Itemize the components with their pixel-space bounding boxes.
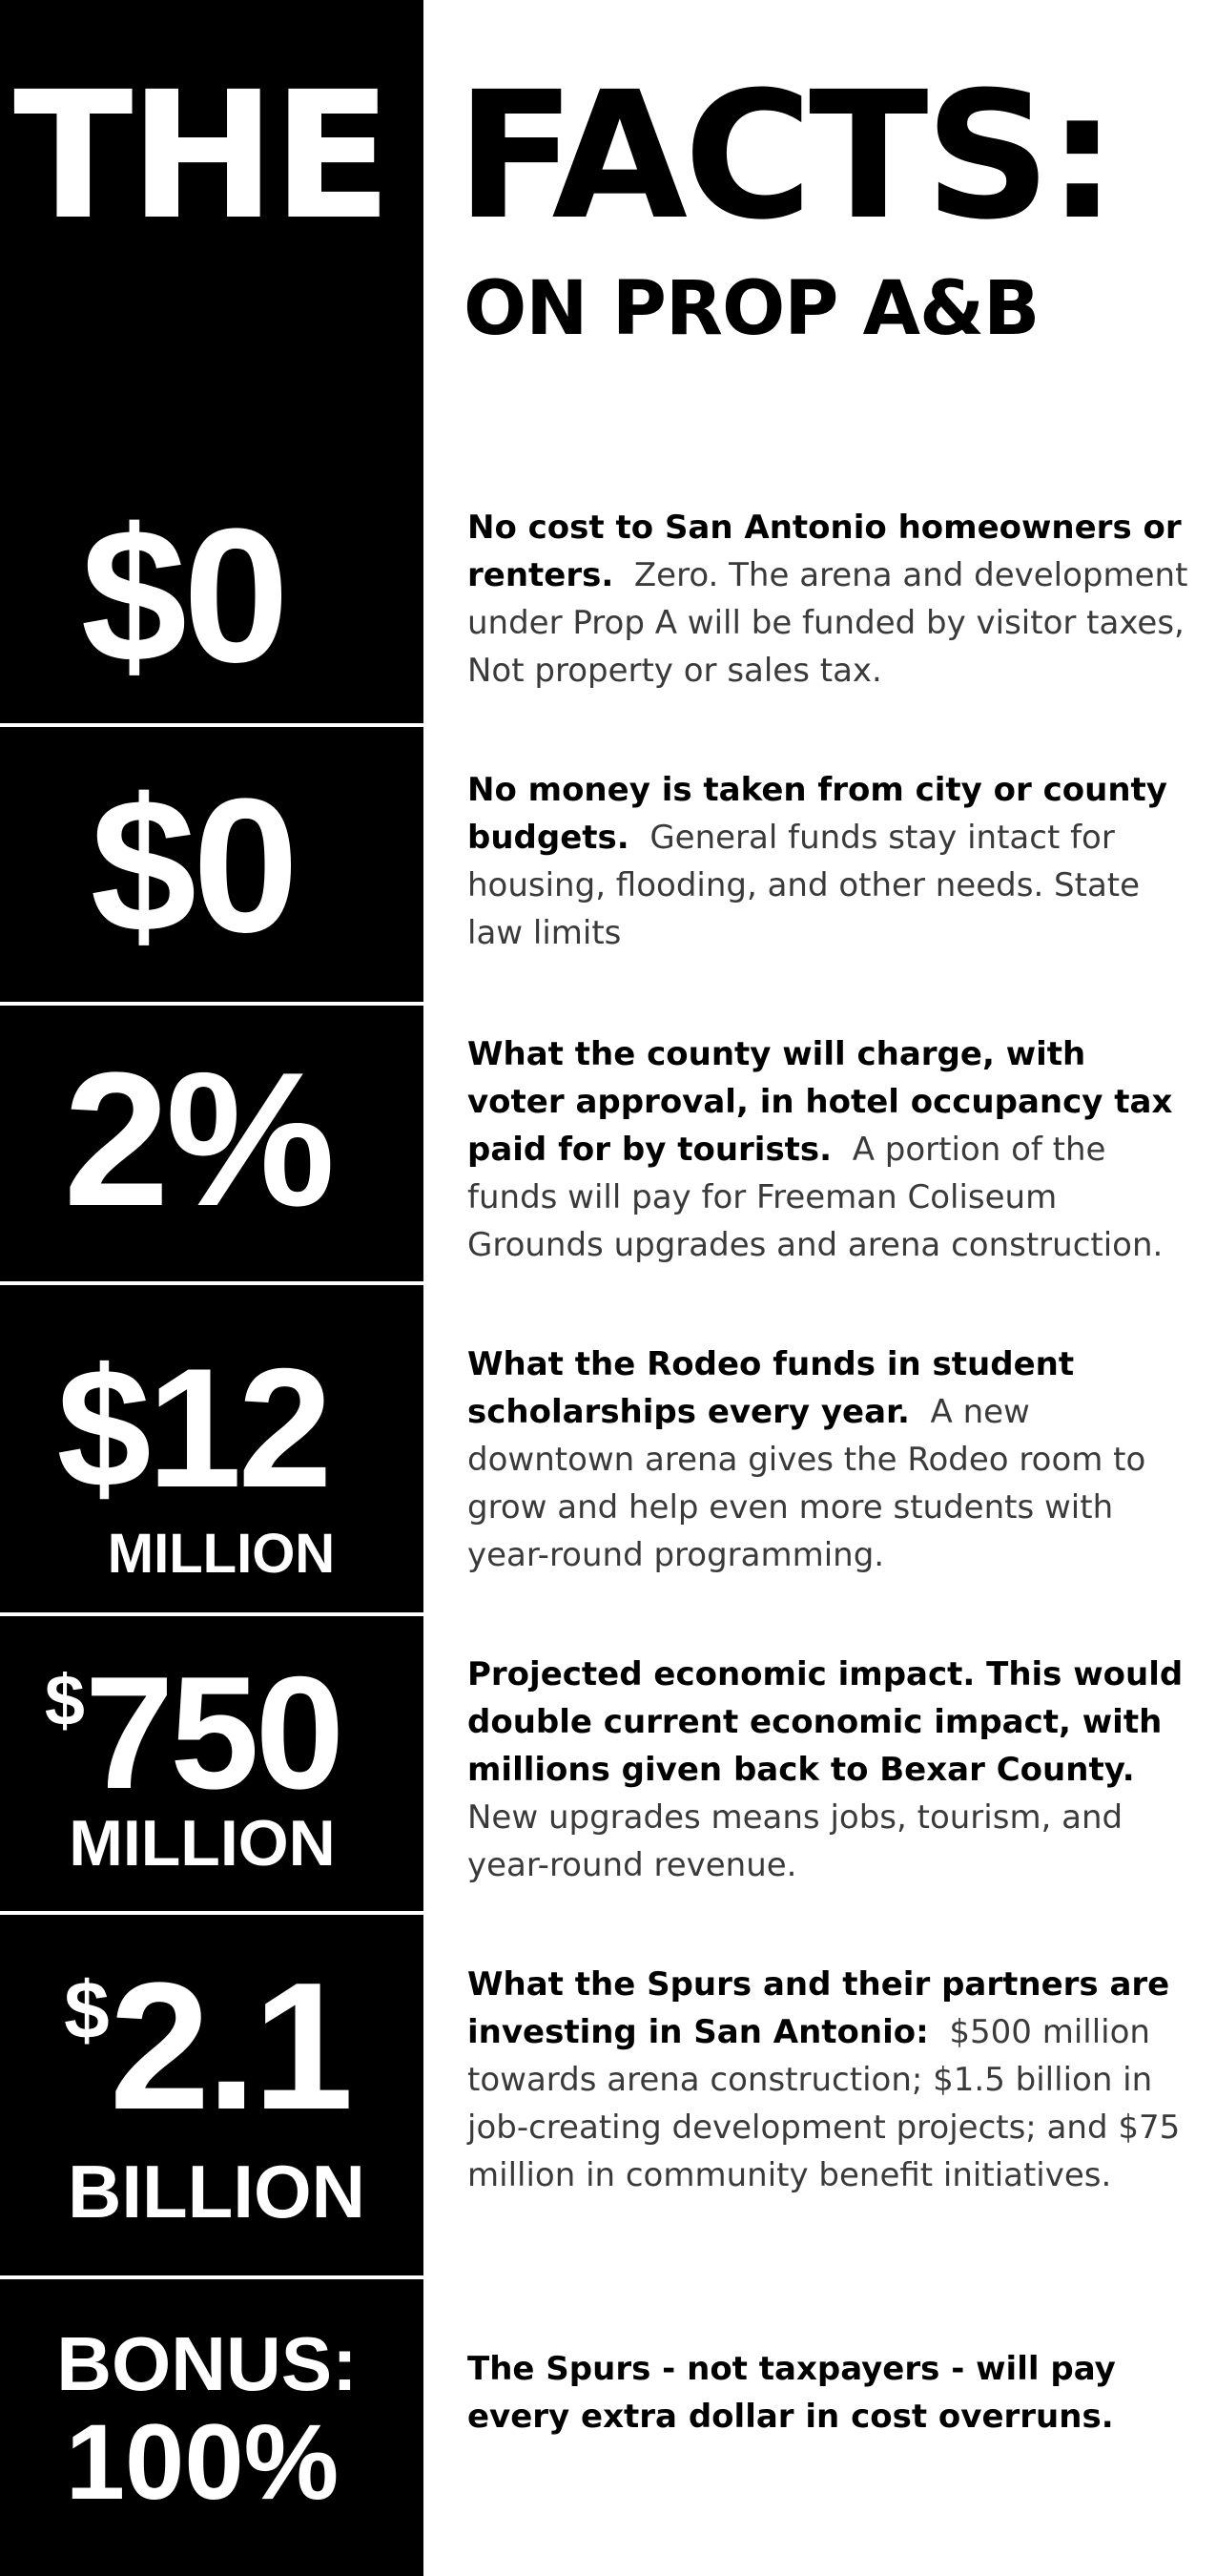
divider bbox=[0, 723, 423, 727]
fact-4-text: A new downtown arena gives the Rodeo room to grow and help even more students with year-round programming. bbox=[467, 1393, 1146, 1574]
fact-6-currency: $ bbox=[64, 1965, 110, 2057]
divider bbox=[0, 2275, 423, 2279]
fact-2-description bbox=[467, 766, 1192, 957]
fact-6-unit: BILLION bbox=[68, 2150, 365, 2233]
title-word-facts: FACTS: bbox=[456, 54, 1114, 259]
fact-1-text: Zero. The arena and development under Prop A will be funded by visitor taxes, Not property or sales tax. bbox=[467, 556, 1188, 690]
divider bbox=[0, 1002, 423, 1006]
fact-4-number: $12 bbox=[56, 1333, 329, 1523]
divider bbox=[0, 1281, 423, 1285]
fact-2-bold: No money is taken from city or county budgets. bbox=[467, 771, 1167, 857]
fact-4-bold: What the Rodeo funds in student scholarships every year. bbox=[467, 1345, 1075, 1431]
fact-6-bold: What the Spurs and their partners are investing in San Antonio: bbox=[467, 1965, 1170, 2051]
fact-6-description bbox=[467, 1961, 1192, 2199]
fact-1-bold: No cost to San Antonio homeowners or renters. bbox=[467, 509, 1182, 594]
divider bbox=[0, 1612, 423, 1616]
title-word-the: THE bbox=[13, 54, 389, 259]
fact-5-currency: $ bbox=[44, 1660, 85, 1741]
fact-6-text: $500 million towards arena construction; $1.5 billion in job-creating development projects; and $75 million in community benefit initiatives. bbox=[467, 2013, 1181, 2194]
fact-6-number: $2.1 bbox=[64, 1945, 350, 2148]
fact-5-unit: MILLION bbox=[69, 1807, 336, 1880]
fact-4-unit: MILLION bbox=[107, 1523, 336, 1585]
fact-3-number: 2% bbox=[63, 1033, 332, 1246]
fact-5-number: $750 bbox=[44, 1643, 341, 1822]
fact-4-description bbox=[467, 1340, 1192, 1579]
divider bbox=[0, 1911, 423, 1915]
fact-7-label: BONUS: bbox=[56, 2321, 358, 2406]
fact-7-bold: The Spurs - not taxpayers - will pay every extra dollar in cost overruns. bbox=[467, 2350, 1116, 2436]
fact-2-text: General funds stay intact for housing, flooding, and other needs. State law limits bbox=[467, 819, 1141, 952]
fact-7-description bbox=[467, 2345, 1192, 2441]
fact-7-number: 100% bbox=[65, 2402, 340, 2522]
fact-3-text: A portion of the funds will pay for Freeman Coliseum Grounds upgrades and arena construction. bbox=[467, 1131, 1164, 1264]
fact-5-description bbox=[467, 1651, 1192, 1889]
fact-1-description bbox=[467, 504, 1192, 695]
title-subtitle: ON PROP A&B bbox=[464, 266, 1040, 352]
fact-3-bold: What the county will charge, with voter approval, in hotel occupancy tax paid for by tourists. bbox=[467, 1035, 1173, 1169]
fact-3-description bbox=[467, 1030, 1192, 1269]
fact-1-number: $0 bbox=[80, 489, 286, 702]
fact-2-number: $0 bbox=[90, 759, 296, 972]
fact-5-bold: Projected economic impact. This would double current economic impact, with millions given back to Bexar County. bbox=[467, 1655, 1184, 1789]
fact-5-text: New upgrades means jobs, tourism, and year-round revenue. bbox=[467, 1798, 1123, 1884]
